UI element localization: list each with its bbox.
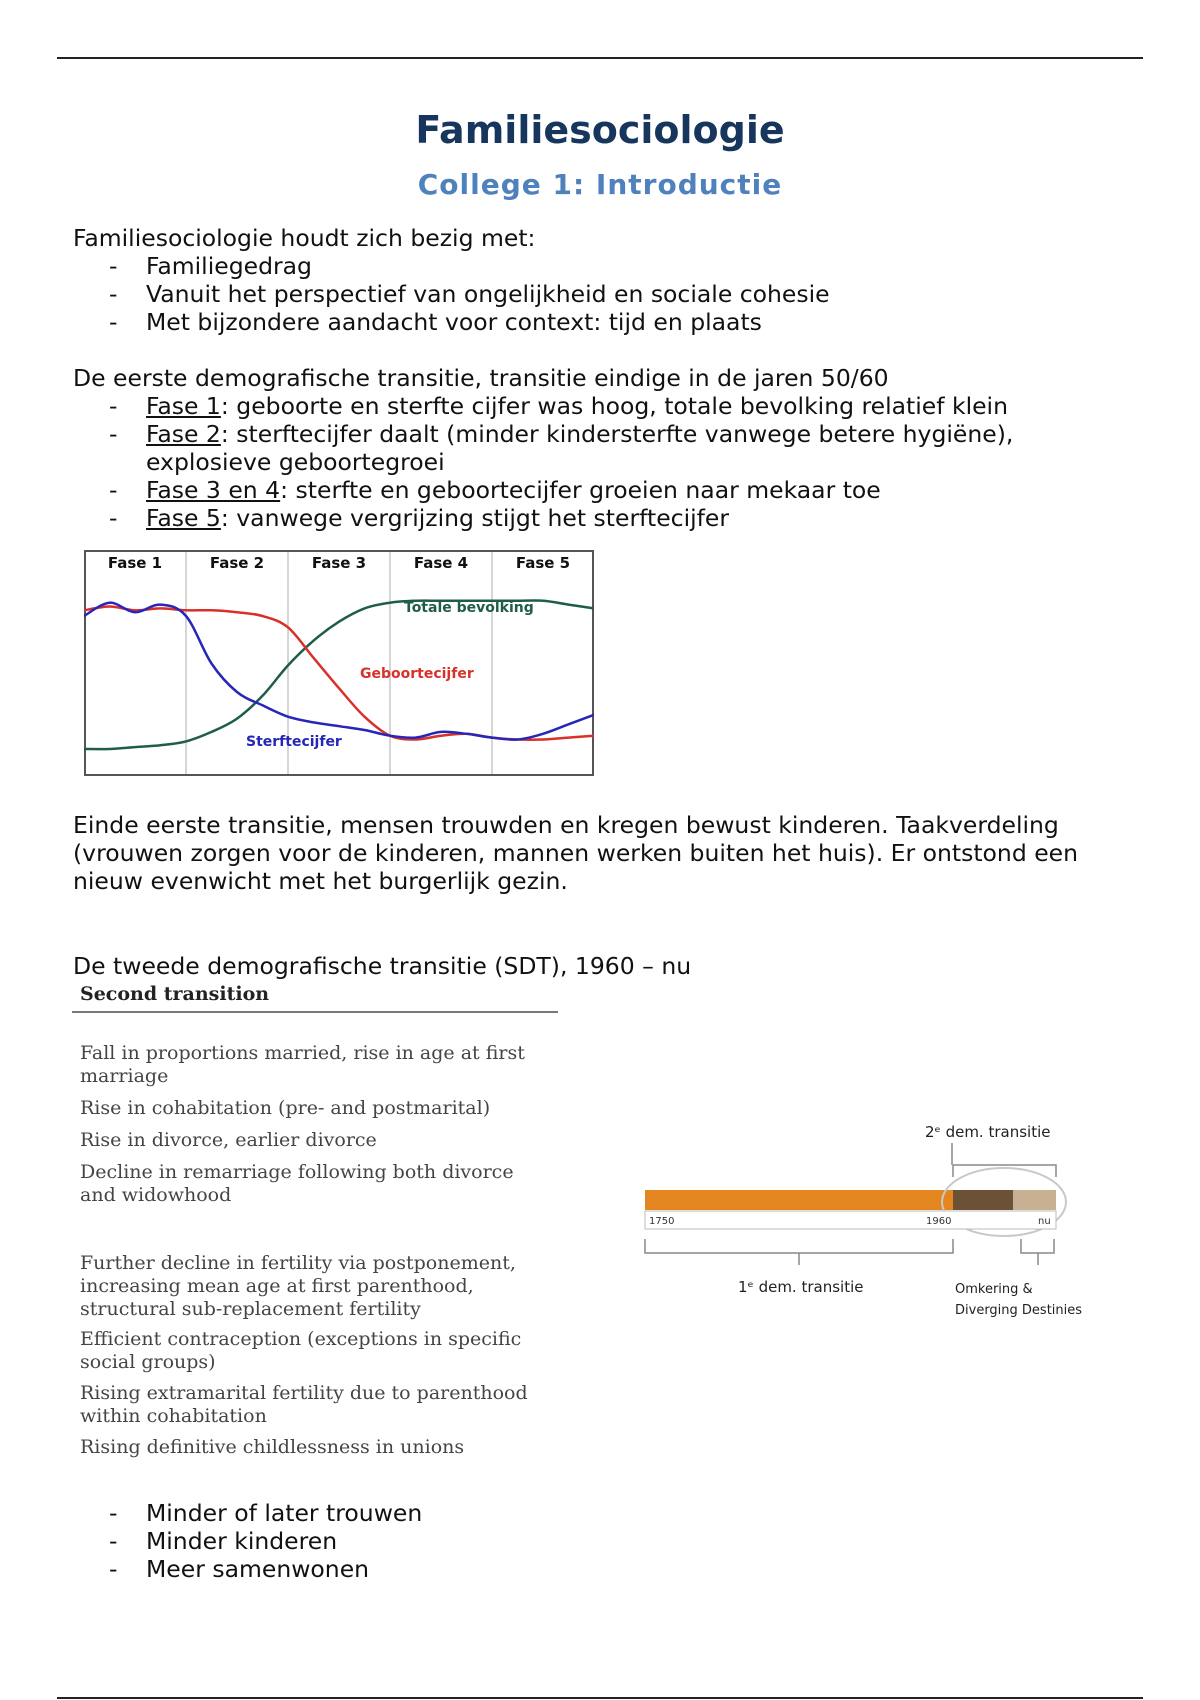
bar-second-transition-early [953, 1190, 1013, 1210]
first-transition-end: Einde eerste transitie, mensen trouwden en kregen bewust kinderen. Taakverdeling (vrouwen zorgen voor de kinderen, mannen werken buiten het huis). Er ontstond een nieuw evenwicht met het burgerlijk gezin. [73, 811, 1079, 895]
demographic-transition-chart [84, 550, 594, 776]
transition-timeline [640, 1115, 1100, 1335]
phase-term: Fase 2 [146, 420, 221, 448]
list-item: - Familiegedrag [73, 252, 830, 280]
intro-list [73, 252, 830, 336]
table-item: Decline in remarriage following both divorce and widowhood [80, 1161, 514, 1206]
list-item: - Vanuit het perspectief van ongelijkheid en sociale cohesie [73, 280, 830, 308]
table-item: Rise in divorce, earlier divorce [80, 1129, 377, 1151]
list-item: - Minder kinderen [73, 1527, 422, 1555]
list-item: - Met bijzondere aandacht voor context: tijd en plaats [73, 308, 830, 336]
phase-label: Fase 1 [107, 554, 163, 572]
list-item [73, 392, 1083, 420]
bracket-second-tick [952, 1143, 953, 1165]
list-item [73, 504, 1083, 532]
label-second-transition: 2ᵉ dem. transitie [925, 1123, 1051, 1141]
table-item: Rising definitive childlessness in unions [80, 1436, 465, 1458]
bottom-rule [57, 1697, 1143, 1699]
page-subtitle: College 1: Introductie [417, 168, 783, 201]
label-turn-2: Diverging Destinies [955, 1303, 1083, 1318]
list-item [73, 420, 1083, 476]
year-strip [645, 1211, 1056, 1229]
summary-list [73, 1499, 422, 1583]
table-item: Rise in cohabitation (pre- and postmarital) [80, 1097, 491, 1119]
label-first-transition: 1ᵉ dem. transitie [738, 1278, 864, 1296]
year-start: 1750 [649, 1216, 675, 1227]
bar-second-transition-late [1013, 1190, 1056, 1210]
second-transition-table [72, 983, 552, 1458]
page-title: Familiesociologie [415, 108, 785, 152]
year-mid: 1960 [926, 1216, 952, 1227]
phase-text: : geboorte en sterfte cijfer was hoog, totale bevolking relatief klein [220, 392, 1008, 420]
bracket-turn [1021, 1239, 1054, 1265]
phase-list [73, 392, 1083, 532]
first-transition-lead: De eerste demografische transitie, transitie eindige in de jaren 50/60 [73, 364, 889, 392]
table-title: Second transition [72, 983, 558, 1013]
phase-text: : sterfte en geboortecijfer groeien naar mekaar toe [280, 476, 881, 504]
table-item: Efficient contraception (exceptions in specific social groups) [80, 1328, 522, 1373]
table-item: Fall in proportions married, rise in age at first marriage [80, 1042, 525, 1087]
intro-lead: Familiesociologie houdt zich bezig met: [73, 224, 536, 252]
table-item: Further decline in fertility via postponement, increasing mean age at first parenthood, structural sub-replacement fertility [80, 1252, 516, 1320]
bar-first-transition [645, 1190, 953, 1210]
phase-text: : sterftecijfer daalt (minder kindersterfte vanwege betere hygiëne), explosieve geboortegroei [146, 420, 1014, 476]
phase-label: Fase 2 [209, 554, 265, 572]
phase-label: Fase 5 [515, 554, 571, 572]
table-item: Rising extramarital fertility due to parenthood within cohabitation [80, 1382, 528, 1427]
phase-term: Fase 1 [146, 392, 221, 420]
list-item: - Minder of later trouwen [73, 1499, 422, 1527]
series-label-birth: Geboortecijfer [360, 666, 474, 682]
series-label-total: Totale bevolking [404, 600, 534, 616]
phase-term: Fase 3 en 4 [146, 476, 281, 504]
phase-label: Fase 3 [311, 554, 367, 572]
list-item: - Meer samenwonen [73, 1555, 422, 1583]
phase-text: : vanwege vergrijzing stijgt het sterftecijfer [220, 504, 730, 532]
list-item [73, 476, 1083, 504]
bracket-first [645, 1239, 953, 1265]
phase-term: Fase 5 [146, 504, 221, 532]
year-end: nu [1038, 1216, 1051, 1227]
label-turn-1: Omkering & [955, 1282, 1033, 1297]
phase-label: Fase 4 [413, 554, 469, 572]
top-rule [57, 57, 1143, 59]
second-transition-lead: De tweede demografische transitie (SDT), 1960 – nu [73, 952, 692, 980]
series-label-death: Sterftecijfer [246, 734, 342, 750]
